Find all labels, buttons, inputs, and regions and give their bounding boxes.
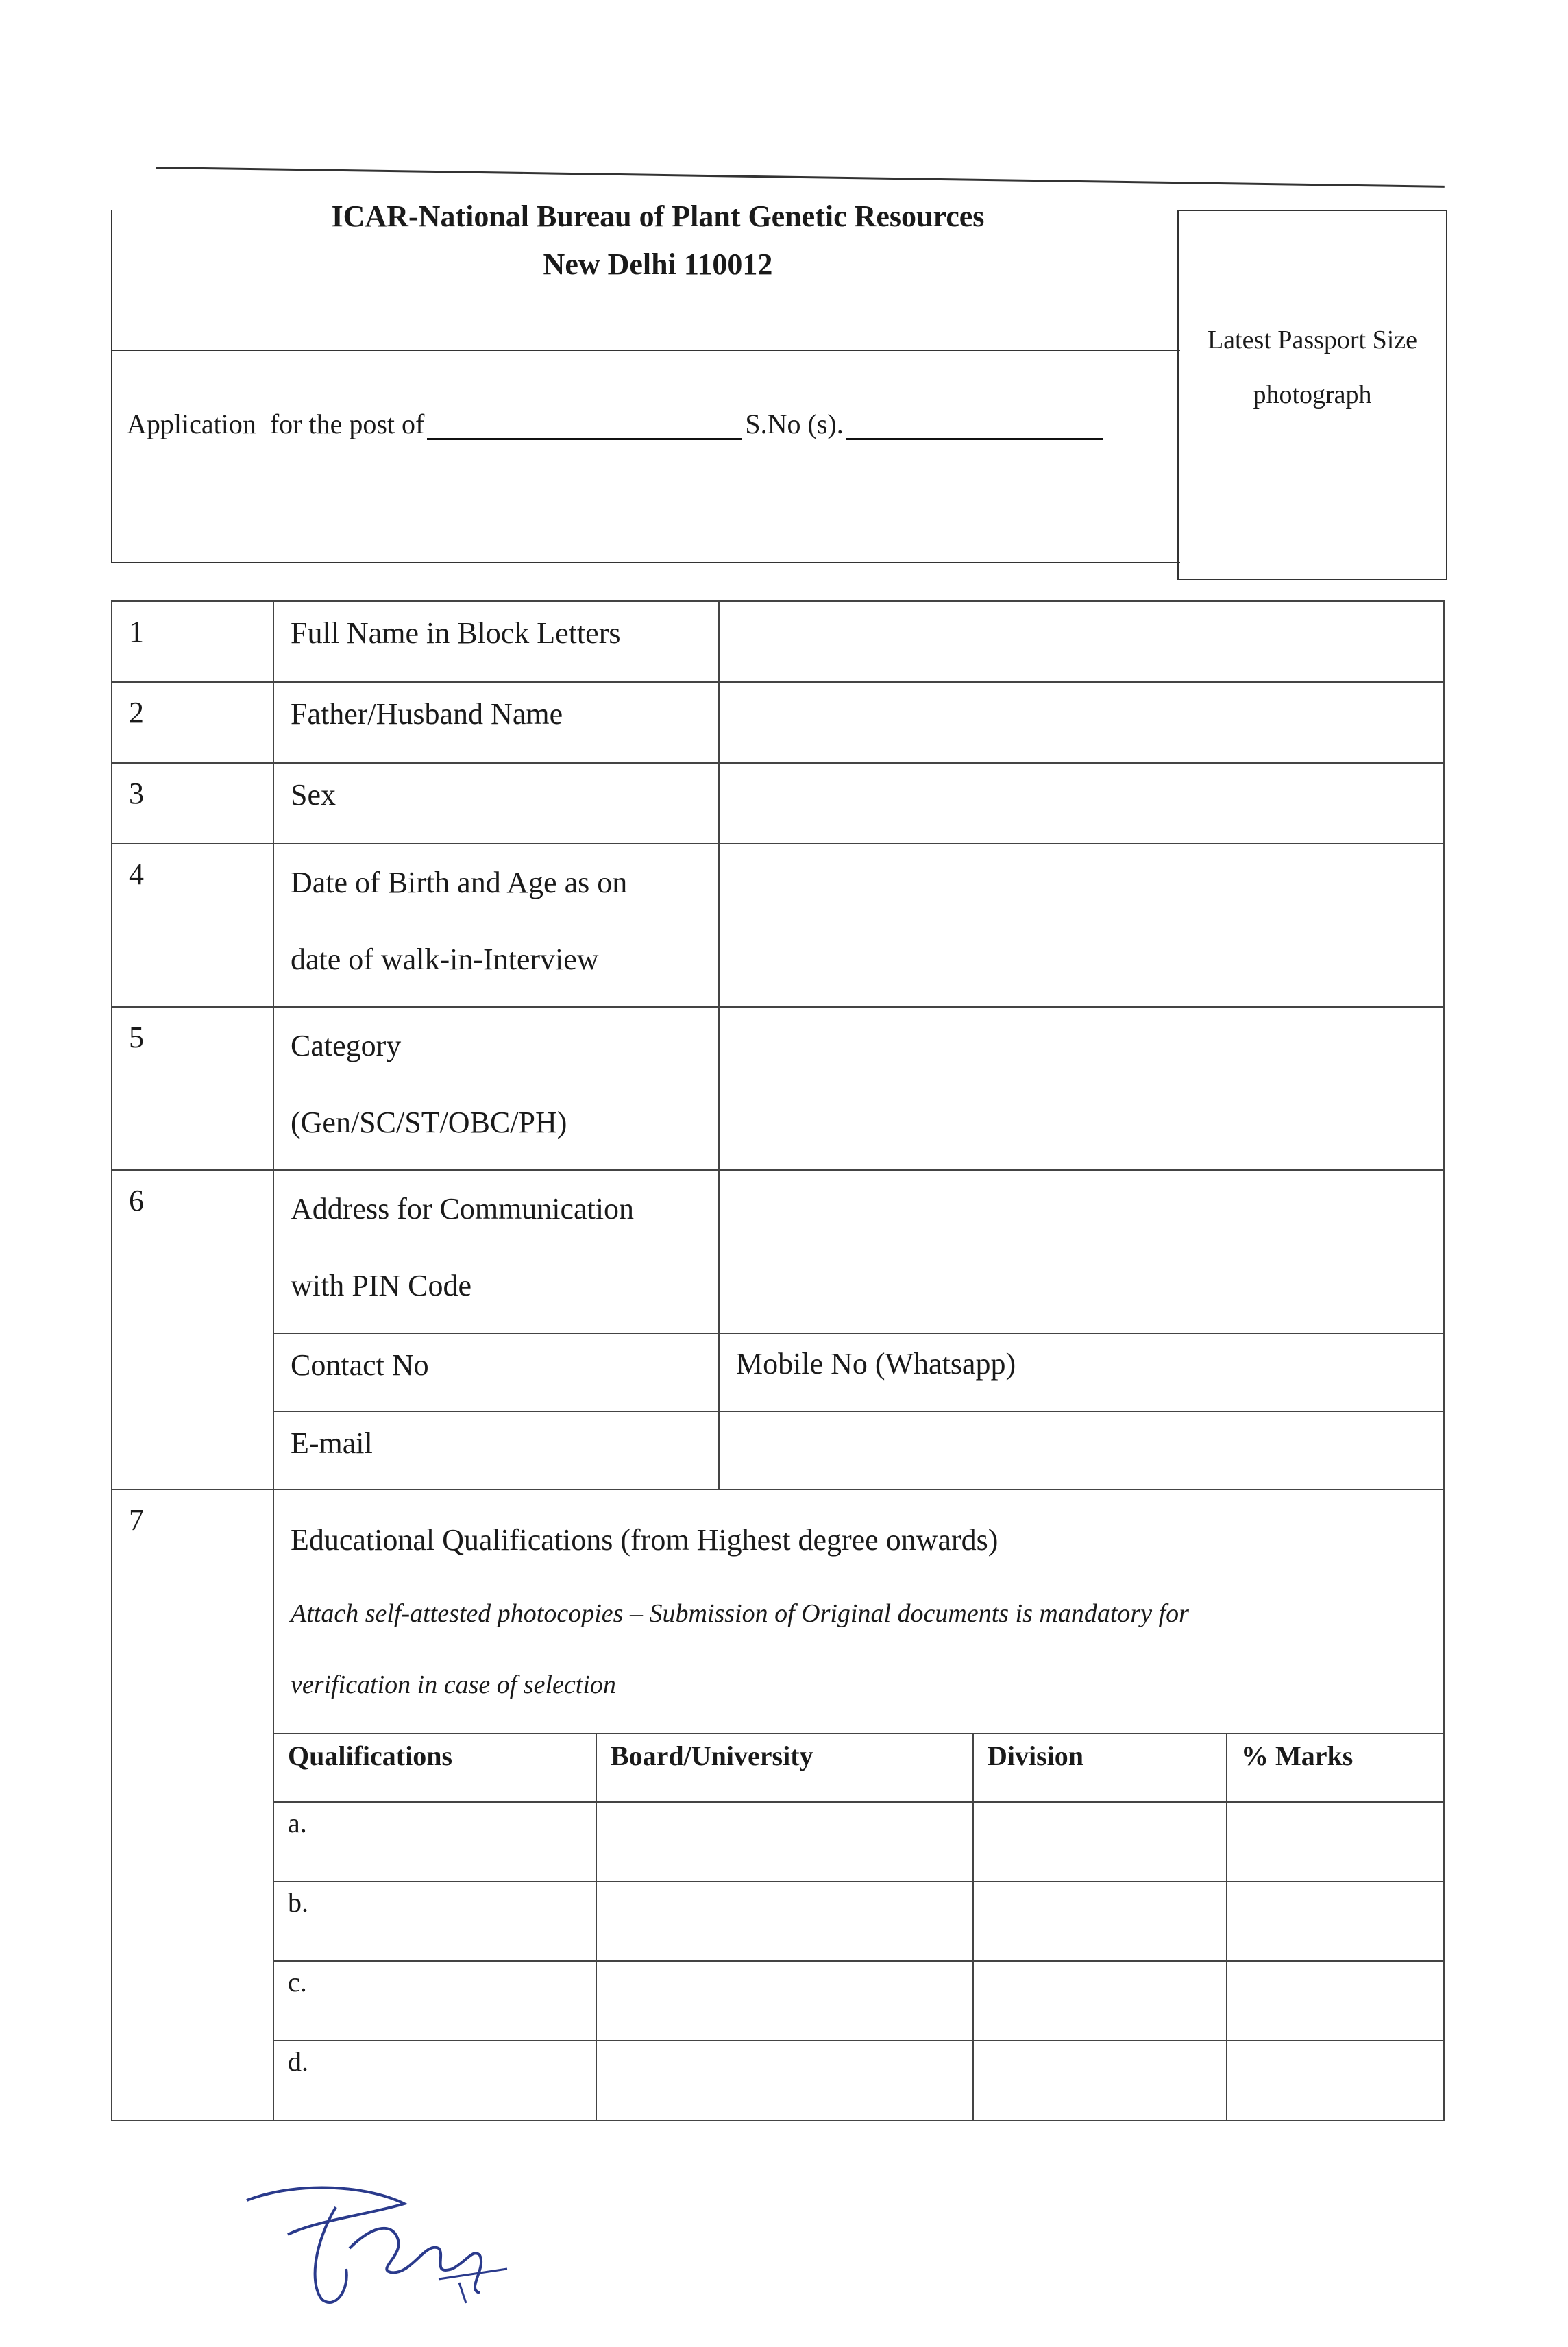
education-row — [274, 1961, 1443, 2041]
header-board-university: Board/University — [596, 1734, 973, 1802]
mobile-no-label: Mobile No (Whatsapp) — [736, 1347, 1016, 1381]
row-label — [273, 1170, 719, 1333]
row-number: 2 — [112, 682, 273, 763]
education-note-line2: verification in case of selection — [291, 1670, 616, 1699]
post-label: Application for the post of — [127, 409, 425, 439]
row-label-line: Date of Birth and Age as on — [291, 866, 628, 899]
row-number: 5 — [112, 1007, 273, 1170]
sno-label: S.No (s). — [745, 409, 844, 439]
form-row — [112, 1170, 1444, 1333]
signature-mark — [233, 2173, 521, 2310]
division-cell[interactable] — [973, 1802, 1227, 1882]
marks-cell[interactable] — [1227, 1882, 1443, 1961]
header-divider — [111, 350, 1180, 351]
category-field[interactable] — [719, 1007, 1444, 1170]
photo-box-line1: Latest Passport Size — [1207, 326, 1418, 354]
education-heading: Educational Qualifications (from Highest degree onwards) — [291, 1523, 999, 1557]
marks-cell[interactable] — [1227, 1961, 1443, 2041]
full-name-field[interactable] — [719, 601, 1444, 682]
division-cell[interactable] — [973, 2041, 1227, 2120]
mobile-no-field[interactable] — [719, 1333, 1444, 1411]
passport-photo-box — [1177, 210, 1447, 580]
form-row — [112, 844, 1444, 1007]
education-note-line1: Attach self-attested photocopies – Submission of Original documents is mandatory for — [291, 1599, 1189, 1628]
sno-blank-field[interactable] — [846, 433, 1103, 440]
row-label-line: with PIN Code — [291, 1269, 471, 1302]
application-post-row — [127, 408, 1106, 440]
form-row — [112, 1411, 1444, 1489]
division-cell[interactable] — [973, 1961, 1227, 2041]
email-label: E-mail — [273, 1411, 719, 1489]
division-cell[interactable] — [973, 1882, 1227, 1961]
organization-title: ICAR-National Bureau of Plant Genetic Resources — [331, 199, 985, 233]
email-field[interactable] — [719, 1411, 1444, 1489]
qualification-cell[interactable]: b. — [274, 1882, 596, 1961]
dob-age-field[interactable] — [719, 844, 1444, 1007]
row-label-line: date of walk-in-Interview — [291, 943, 599, 976]
form-row — [112, 1007, 1444, 1170]
form-row — [112, 682, 1444, 763]
organization-address: New Delhi 110012 — [543, 247, 773, 281]
form-row — [112, 763, 1444, 844]
row-number: 3 — [112, 763, 273, 844]
row-number: 6 — [112, 1170, 273, 1489]
header-top-line — [156, 167, 1445, 188]
board-cell[interactable] — [596, 1961, 973, 2041]
header-qualifications: Qualifications — [274, 1734, 596, 1802]
address-field[interactable] — [719, 1170, 1444, 1333]
row-label: Full Name in Block Letters — [273, 601, 719, 682]
board-cell[interactable] — [596, 1802, 973, 1882]
board-cell[interactable] — [596, 2041, 973, 2120]
row-label-line: (Gen/SC/ST/OBC/PH) — [291, 1106, 567, 1139]
marks-cell[interactable] — [1227, 1802, 1443, 1882]
qualification-cell[interactable]: d. — [274, 2041, 596, 2120]
form-row — [112, 1333, 1444, 1411]
qualification-cell[interactable]: a. — [274, 1802, 596, 1882]
row-number: 1 — [112, 601, 273, 682]
father-husband-name-field[interactable] — [719, 682, 1444, 763]
row-number: 4 — [112, 844, 273, 1007]
education-row — [274, 2041, 1443, 2120]
photo-box-line2: photograph — [1253, 380, 1372, 409]
education-row — [274, 1882, 1443, 1961]
row-number: 7 — [112, 1489, 273, 2121]
education-section — [273, 1489, 1444, 2121]
row-label-line: Category — [291, 1029, 402, 1062]
qualification-cell[interactable]: c. — [274, 1961, 596, 2041]
education-header-row — [274, 1734, 1443, 1802]
post-blank-field[interactable] — [427, 433, 742, 440]
row-label: Father/Husband Name — [273, 682, 719, 763]
row-label: Sex — [273, 763, 719, 844]
header-marks: % Marks — [1227, 1734, 1443, 1802]
row-label-line: Address for Communication — [291, 1192, 635, 1226]
education-row — [274, 1802, 1443, 1882]
application-form-table — [111, 600, 1445, 2121]
board-cell[interactable] — [596, 1882, 973, 1961]
header-division: Division — [973, 1734, 1227, 1802]
row-label — [273, 1007, 719, 1170]
row-label — [273, 844, 719, 1007]
sex-field[interactable] — [719, 763, 1444, 844]
contact-no-label: Contact No — [273, 1333, 719, 1411]
form-row — [112, 1489, 1444, 2121]
form-row — [112, 601, 1444, 682]
education-table — [274, 1733, 1443, 2120]
marks-cell[interactable] — [1227, 2041, 1443, 2120]
